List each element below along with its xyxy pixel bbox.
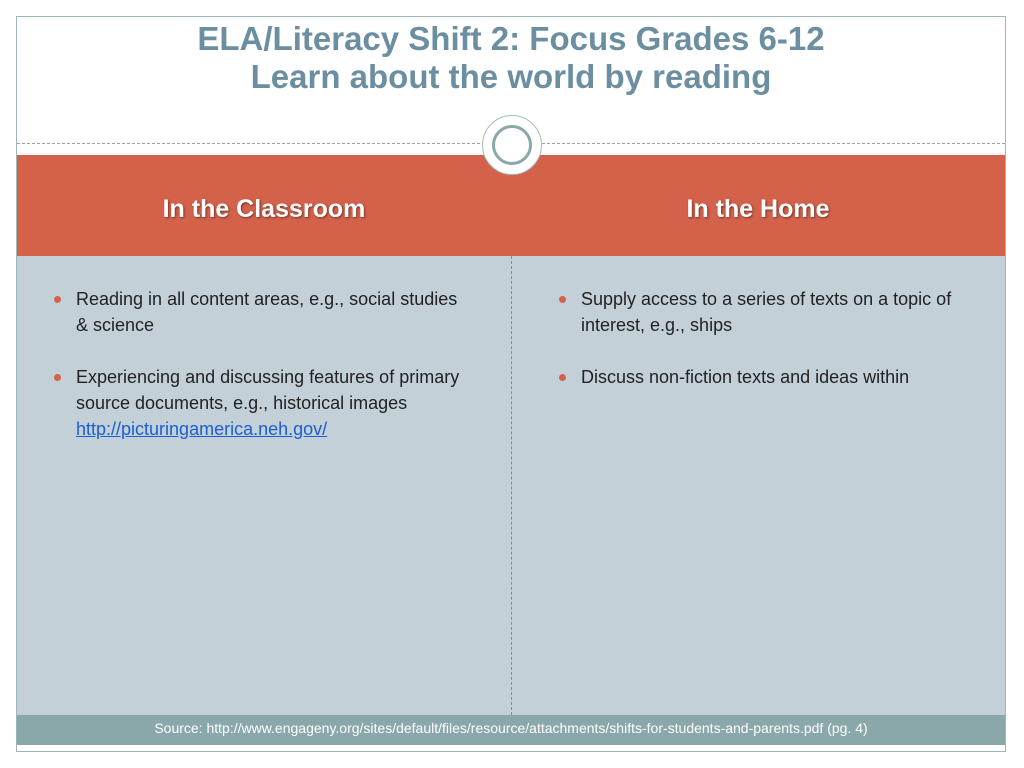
title-line-1: ELA/Literacy Shift 2: Focus Grades 6-12 [197,20,825,57]
bullet-dot-icon [54,296,61,303]
picturing-america-link[interactable]: http://picturingamerica.neh.gov/ [76,419,328,439]
bullet-dot-icon [54,374,61,381]
home-column [555,286,980,416]
classroom-list [50,286,470,442]
slide-title [16,20,1006,96]
list-item [555,364,980,390]
column-divider [511,256,512,715]
classroom-column [50,286,470,468]
bullet-dot-icon [559,296,566,303]
list-item [50,286,470,338]
list-item [555,286,980,338]
column-header-classroom: In the Classroom [162,195,366,223]
list-item-text: Supply access to a series of texts on a topic of interest, e.g., ships [581,289,952,335]
circle-ornament-inner-icon [492,125,532,165]
list-item-text: Experiencing and discussing features of primary source documents, e.g., historical images [76,367,460,413]
source-footer: Source: http://www.engageny.org/sites/default/files/resource/attachments/shifts-for-students-and-parents.pdf (pg. 4) [17,715,1005,745]
title-line-2: Learn about the world by reading [250,58,772,95]
list-item-text: Reading in all content areas, e.g., social studies & science [76,289,458,335]
column-header-home: In the Home [686,195,830,223]
home-list [555,286,980,390]
bullet-dot-icon [559,374,566,381]
list-item [50,364,470,442]
list-item-text: Discuss non-fiction texts and ideas within [581,367,910,387]
